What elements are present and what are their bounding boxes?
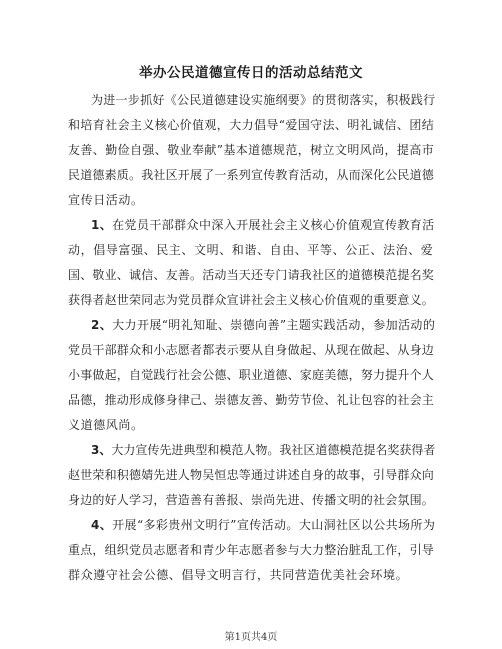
item-3-number: 3、 — [91, 443, 112, 457]
item-3-line-1: 3、大力宣传先进典型和模范人物。我社区道德模范提名奖获得者 — [91, 443, 436, 457]
item-1-line-1: 1、在党员干部群众中深入开展社会主义核心价值观宣传教育活 — [91, 218, 435, 232]
intro-line-2: 和培育社会主义核心价值观，大力倡导“爱国守法、明礼诚信、团结 — [68, 118, 435, 132]
intro-line-5: 宣传日活动。 — [68, 193, 144, 207]
page-footer: 第1页共4页 — [224, 632, 278, 643]
intro-line-1: 为进一步抓好《公民道德建设实施纲要》的贯彻落实，积极践行 — [91, 93, 436, 107]
item-3-line-2: 赵世荣和积德婧先进人物吴恒忠等通过讲述自身的故事，引导群众向 — [68, 468, 435, 482]
item-4-line-2: 重点，组织党员志愿者和青少年志愿者参与大力整治脏乱工作，引导 — [68, 543, 435, 557]
item-2-line-3: 小事做起，自觉践行社会公德、职业道德、家庭美德，努力提升个人 — [68, 368, 435, 382]
item-2-line-4: 品德，推动形成修身律己、崇德友善、勤劳节俭、礼让包容的社会主 — [68, 393, 435, 407]
item-1-number: 1、 — [91, 218, 113, 232]
item-4-number: 4、 — [91, 518, 113, 532]
intro-line-3: 友善、勤俭自强、敬业奉献”基本道德规范，树立文明风尚，提高市 — [68, 143, 435, 157]
item-2-number: 2、 — [91, 318, 113, 332]
item-1-line-4: 获得者赵世荣同志为党员群众宣讲社会主义核心价值观的重要意义。 — [68, 293, 435, 307]
item-1-line-3: 国、敬业、诚信、友善。活动当天还专门请我社区的道德模范提名奖 — [68, 268, 435, 282]
document-title: 举办公民道德宣传日的活动总结范文 — [139, 65, 363, 81]
item-2-line-1: 2、大力开展“明礼知耻、崇德向善”主题实践活动，参加活动的 — [91, 318, 436, 332]
item-3-line-3: 身边的好人学习，营造善有善报、崇尚先进、传播文明的社会氛围。 — [68, 493, 435, 507]
item-4-line-3: 群众遵守社会公德、倡导文明言行，共同营造优美社会环境。 — [68, 568, 409, 582]
item-1-line-2: 动，倡导富强、民主、文明、和谐、自由、平等、公正、法治、爱 — [68, 243, 434, 257]
item-2-line-5: 义道德风尚。 — [68, 418, 144, 432]
intro-line-4: 民道德素质。我社区开展了一系列宣传教育活动，从而深化公民道德 — [68, 168, 435, 182]
item-2-line-2: 党员干部群众和小志愿者都表示要从自身做起、从现在做起、从身边 — [68, 343, 435, 357]
item-4-line-1: 4、开展“多彩贵州文明行”宣传活动。大山洞社区以公共场所为 — [91, 518, 436, 532]
